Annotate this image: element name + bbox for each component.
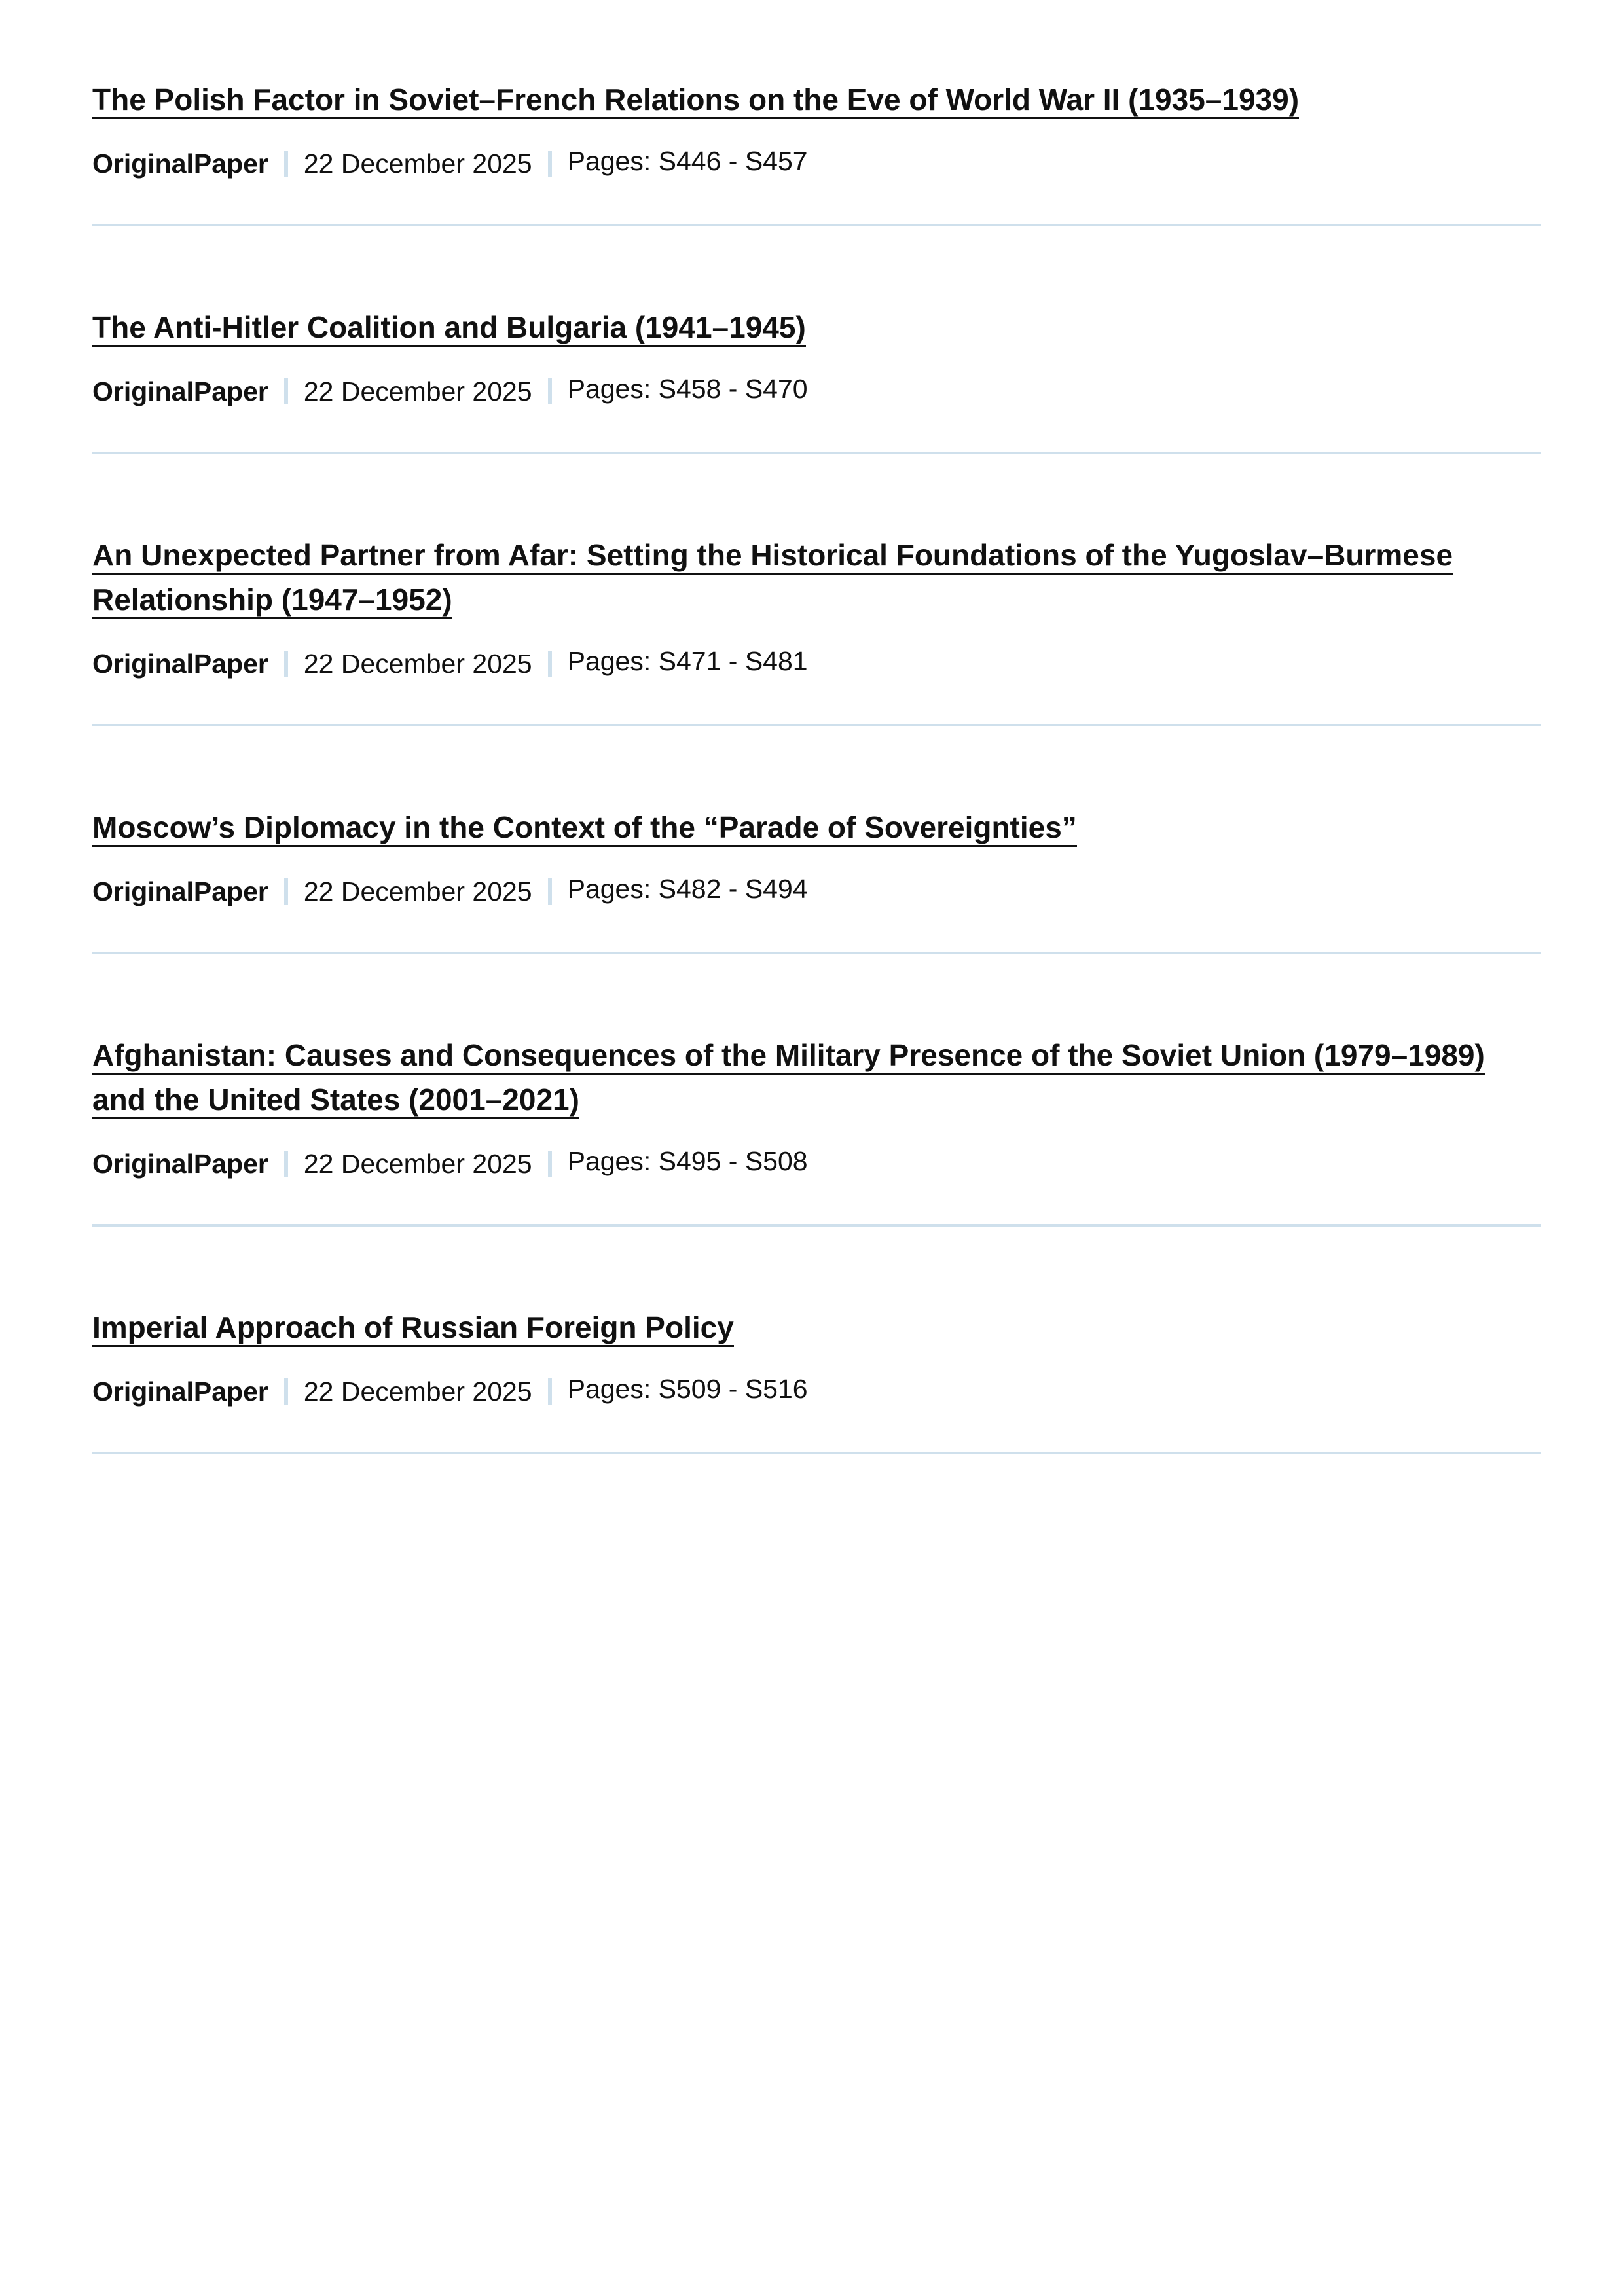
article-meta [92, 1145, 1541, 1179]
meta-divider [548, 878, 552, 905]
published-date: 22 December 2025 [303, 648, 532, 679]
published-date: 22 December 2025 [303, 148, 532, 179]
content-type-label: OriginalPaper [92, 1376, 268, 1407]
content-type-label: OriginalPaper [92, 1148, 268, 1179]
article-title [92, 533, 1541, 622]
article-item [92, 454, 1541, 726]
article-title [92, 805, 1541, 850]
page-range: Pages: S458 - S470 [567, 373, 808, 404]
meta-divider [284, 1151, 288, 1177]
content-type-label: OriginalPaper [92, 376, 268, 406]
content-type-label: OriginalPaper [92, 876, 268, 906]
article-item [92, 954, 1541, 1227]
published-date: 22 December 2025 [303, 1148, 532, 1179]
article-title-link[interactable]: Imperial Approach of Russian Foreign Policy [92, 1310, 734, 1347]
page-range: Pages: S482 - S494 [567, 873, 808, 904]
meta-divider [548, 1151, 552, 1177]
article-title-link[interactable]: Moscow’s Diplomacy in the Context of the “Parade of Sovereignties” [92, 810, 1077, 847]
page-range: Pages: S471 - S481 [567, 645, 808, 676]
article-meta [92, 373, 1541, 406]
page-range: Pages: S495 - S508 [567, 1145, 808, 1176]
article-title-link[interactable]: Afghanistan: Causes and Consequences of the Military Presence of the Soviet Union (1979–1989) and the United States (2001–2021) [92, 1038, 1485, 1119]
meta-divider [548, 151, 552, 177]
article-item [92, 726, 1541, 954]
published-date: 22 December 2025 [303, 376, 532, 406]
page-range: Pages: S446 - S457 [567, 145, 808, 176]
article-title [92, 305, 1541, 350]
article-item [92, 226, 1541, 454]
article-list [92, 0, 1541, 1454]
article-meta [92, 873, 1541, 906]
content-type-label: OriginalPaper [92, 648, 268, 679]
content-type-label: OriginalPaper [92, 148, 268, 179]
article-item [92, 0, 1541, 226]
article-title [92, 1305, 1541, 1350]
meta-divider [284, 151, 288, 177]
meta-divider [284, 1378, 288, 1405]
meta-divider [284, 651, 288, 677]
meta-divider [548, 378, 552, 404]
article-meta [92, 145, 1541, 179]
meta-divider [284, 878, 288, 905]
article-title-link[interactable]: The Anti-Hitler Coalition and Bulgaria (1941–1945) [92, 310, 806, 347]
meta-divider [548, 651, 552, 677]
article-meta [92, 1373, 1541, 1407]
article-item [92, 1227, 1541, 1454]
article-title [92, 77, 1541, 122]
published-date: 22 December 2025 [303, 1376, 532, 1407]
article-title-link[interactable]: The Polish Factor in Soviet–French Relations on the Eve of World War II (1935–1939) [92, 82, 1299, 119]
page-range: Pages: S509 - S516 [567, 1373, 808, 1404]
meta-divider [284, 378, 288, 404]
published-date: 22 December 2025 [303, 876, 532, 906]
article-meta [92, 645, 1541, 679]
article-title [92, 1033, 1541, 1122]
article-title-link[interactable]: An Unexpected Partner from Afar: Setting the Historical Foundations of the Yugoslav–Burmese Relationship (1947–1952) [92, 538, 1453, 619]
meta-divider [548, 1378, 552, 1405]
